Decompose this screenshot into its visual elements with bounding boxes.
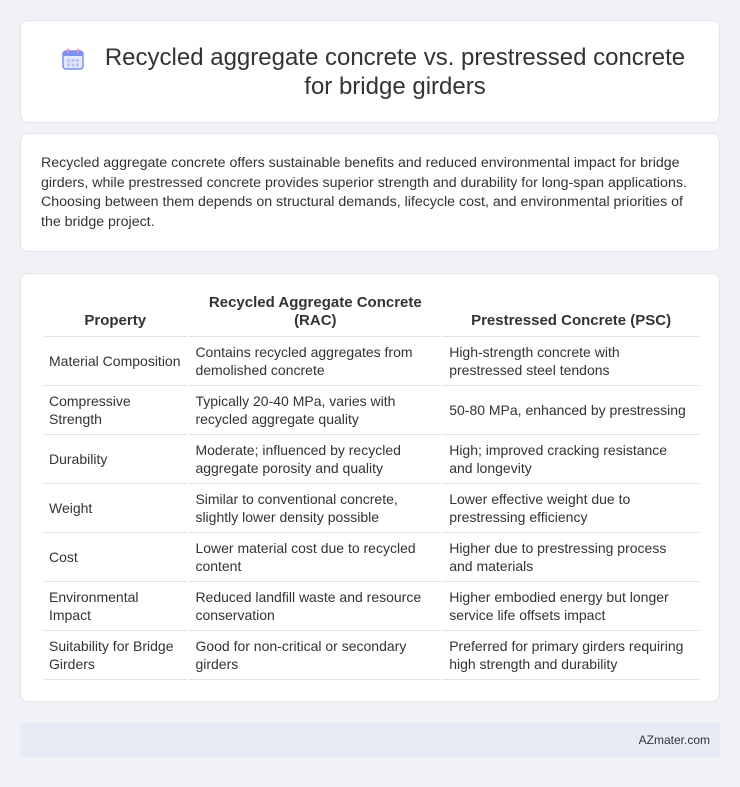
row-property: Compressive Strength [43,386,187,435]
row-property: Suitability for Bridge Girders [43,631,187,680]
table-row [43,435,699,484]
row-psc-value: High-strength concrete with prestressed steel tendons [443,337,699,386]
row-rac-value: Similar to conventional concrete, slightly lower density possible [189,484,441,533]
title-card [20,20,720,123]
row-rac-value: Good for non-critical or secondary girders [189,631,441,680]
row-psc-value: Higher due to prestressing process and materials [443,533,699,582]
row-rac-value: Contains recycled aggregates from demolished concrete [189,337,441,386]
row-psc-value: Preferred for primary girders requiring high strength and durability [443,631,699,680]
table-header-row [43,294,699,337]
page-title: Recycled aggregate concrete vs. prestressed concrete for bridge girders [104,44,686,100]
summary-text: Recycled aggregate concrete offers sustainable benefits and reduced environmental impact for bridge girders, while prestressed concrete provides superior strength and durability for long-span applications. Choosing between them depends on structural demands, lifecycle cost, and environmental priorities of the bridge project. [41,155,687,230]
table-row [43,533,699,582]
footer [20,723,720,757]
row-property: Environmental Impact [43,582,187,631]
row-psc-value: 50-80 MPa, enhanced by prestressing [443,386,699,435]
row-property: Durability [43,435,187,484]
summary-card [20,133,720,252]
table-row [43,337,699,386]
row-rac-value: Reduced landfill waste and resource conservation [189,582,441,631]
row-rac-value: Moderate; influenced by recycled aggregate porosity and quality [189,435,441,484]
row-rac-value: Lower material cost due to recycled content [189,533,441,582]
row-property: Cost [43,533,187,582]
row-psc-value: Higher embodied energy but longer service life offsets impact [443,582,699,631]
table-row [43,484,699,533]
footer-site-link[interactable]: AZmater.com [638,733,710,747]
row-psc-value: Lower effective weight due to prestressing efficiency [443,484,699,533]
row-property: Material Composition [43,337,187,386]
comparison-table [41,294,701,680]
row-psc-value: High; improved cracking resistance and longevity [443,435,699,484]
row-rac-value: Typically 20-40 MPa, varies with recycled aggregate quality [189,386,441,435]
comparison-table-card [20,273,720,702]
table-row [43,386,699,435]
header-rac: Recycled Aggregate Concrete (RAC) [189,294,441,337]
header-property: Property [43,294,187,337]
row-property: Weight [43,484,187,533]
header-psc: Prestressed Concrete (PSC) [443,294,699,337]
table-row [43,582,699,631]
table-row [43,631,699,680]
